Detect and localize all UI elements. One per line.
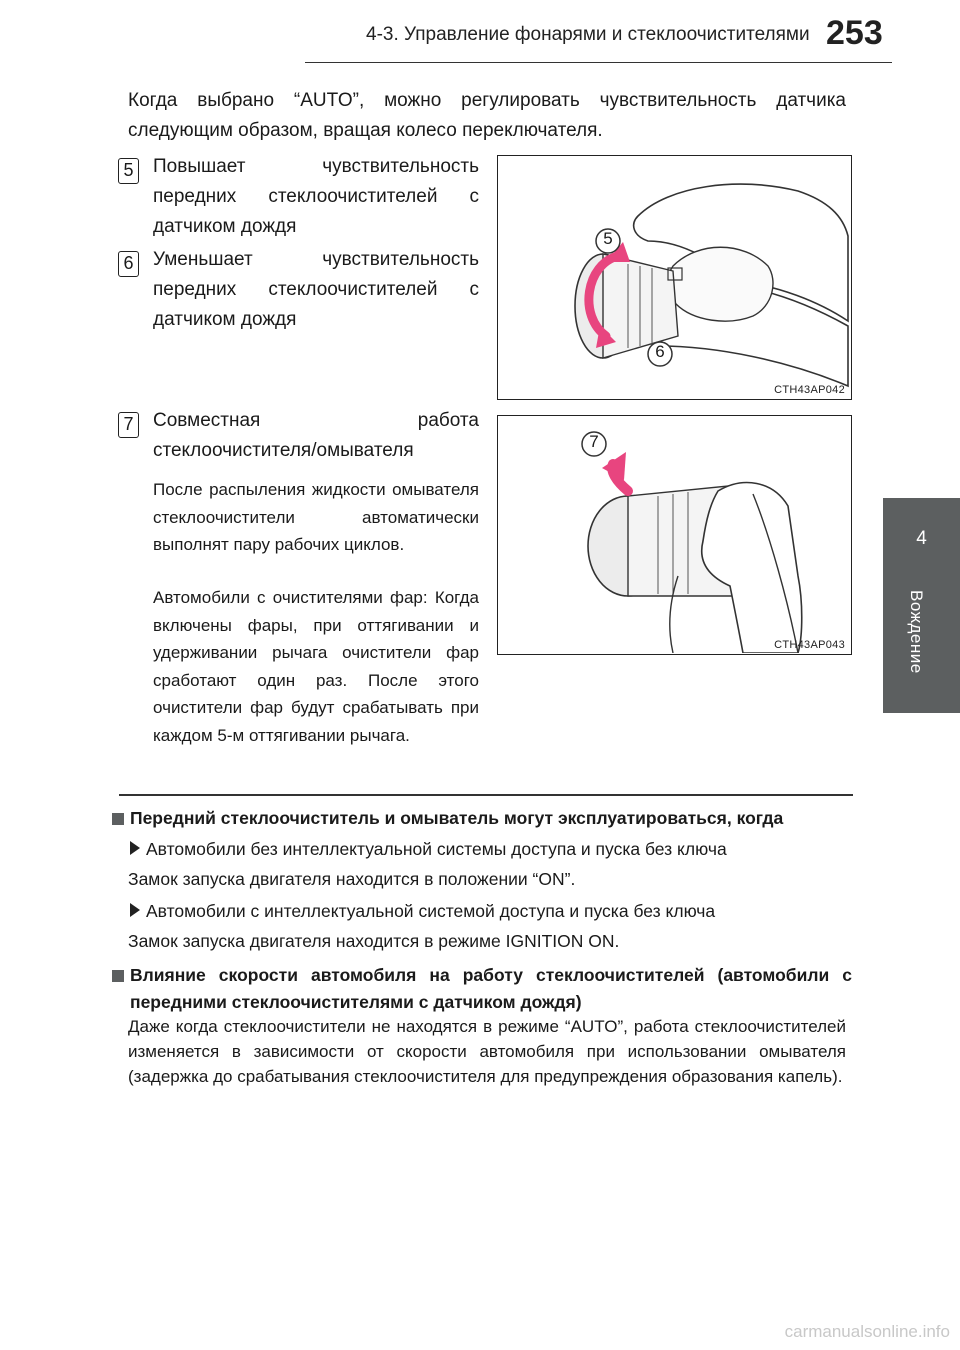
item-number-7: 7 xyxy=(118,412,139,438)
case-2-label: Автомобили с интеллектуальной системой доступа и пуска без ключа xyxy=(146,901,716,921)
figure-code-2: CTH43AP043 xyxy=(774,639,845,651)
item-number-6: 6 xyxy=(118,251,139,277)
case-2-text: Замок запуска двигателя находится в режиме IGNITION ON. xyxy=(128,931,620,951)
case-arrow-2 xyxy=(130,903,140,917)
section-1-heading: Передний стеклоочиститель и омыватель могут эксплуатироваться, когда xyxy=(130,808,784,828)
case-arrow-1 xyxy=(130,841,140,855)
chapter-tab[interactable] xyxy=(883,498,960,713)
item-7-paragraph-1: После распыления жидкости омывателя стеклоочистители автоматически выполнят пару рабочих циклов. xyxy=(153,480,479,554)
section-bullet-2 xyxy=(112,970,124,982)
section-2-text: Даже когда стеклоочистители не находятся в режиме “AUTO”, работа стеклоочистителей изменяется в зависимости от скорости автомобиля при использовании омывателя (задержка до срабатывания стеклоочистителя для предупреждения образования капель). xyxy=(128,1017,846,1086)
case-1-text: Замок запуска двигателя находится в положении “ON”. xyxy=(128,869,576,889)
section-bullet-1 xyxy=(112,813,124,825)
header-rule xyxy=(305,62,892,63)
item-6-text: Уменьшает чувствительность передних стеклоочистителей с датчиком дождя xyxy=(153,249,479,330)
figure-code-1: CTH43AP042 xyxy=(774,384,845,396)
wiper-lever-illustration xyxy=(498,416,850,653)
watermark: carmanualsonline.info xyxy=(784,1322,950,1341)
section-divider xyxy=(119,794,853,796)
section-header: 4-3. Управление фонарями и стеклоочистителями xyxy=(366,24,810,45)
section-2-heading: Влияние скорости автомобиля на работу стеклоочистителей (автомобили с передними стеклоочистителями с датчиком дождя) xyxy=(130,965,852,1012)
chapter-number: 4 xyxy=(916,528,927,549)
item-7-paragraph-2: Автомобили с очистителями фар: Когда включены фары, при оттягивании и удерживании рычага очистители фар сработают один раз. После этого очистители фар будут срабатывать при каждом 5-м оттягивании рычага. xyxy=(153,588,479,745)
callout-5: 5 xyxy=(603,229,613,248)
case-1-label: Автомобили без интеллектуальной системы доступа и пуска без ключа xyxy=(146,839,727,859)
chapter-label: Вождение xyxy=(907,590,926,674)
callout-6: 6 xyxy=(655,342,665,361)
figure-wiper-washer xyxy=(497,415,852,655)
item-number-5: 5 xyxy=(118,158,139,184)
callout-7: 7 xyxy=(589,432,599,451)
item-5-text: Повышает чувствительность передних стеклоочистителей с датчиком дождя xyxy=(153,156,479,237)
figure-wiper-sensitivity xyxy=(497,155,852,400)
intro-paragraph: Когда выбрано “AUTO”, можно регулировать чувствительность датчика следующим образом, вращая колесо переключателя. xyxy=(128,90,846,141)
page-number: 253 xyxy=(826,14,883,52)
item-7-text: Совместная работа стеклоочистителя/омывателя xyxy=(153,410,479,461)
wiper-knob-illustration xyxy=(498,156,850,398)
